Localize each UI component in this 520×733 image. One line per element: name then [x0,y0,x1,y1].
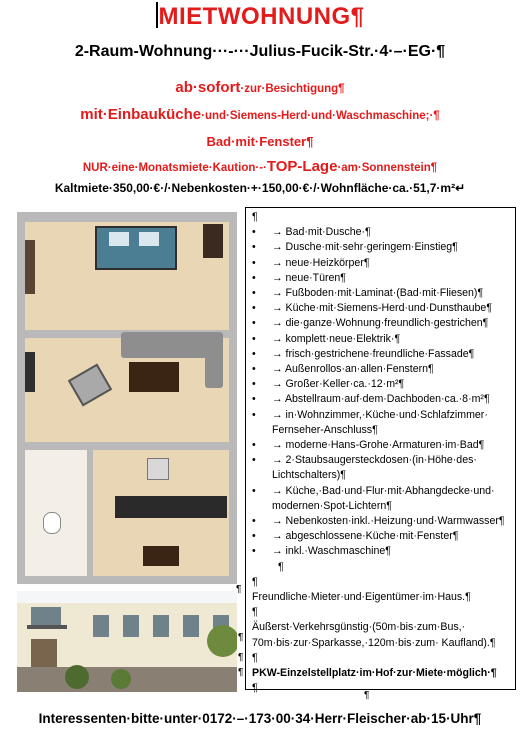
bullet-icon: • [252,256,256,269]
feature-item: • → inkl.·Waschmaschine¶ [252,544,509,559]
feature-item: • → moderne·Hans-Grohe·Armaturen·im·Bad¶ [252,438,509,453]
parking-text: PKW-Einzelstellplatz·im·Hof·zur·Miete·möglich·¶ [252,667,497,680]
kitchen-line: mit·Einbauküche·und·Siemens-Herd·und·Waschmaschine;·¶ [80,106,440,123]
feature-item: • → Fußboden·mit·Laminat·(Bad·mit·Fliesen)¶ [252,286,509,301]
feature-item: • → Dusche·mit·sehr·geringem·Einstieg¶ [252,240,509,255]
paragraph-mark: ¶ [252,606,258,619]
bullet-icon: • [252,332,256,345]
pillow-icon [109,232,129,246]
paragraph-mark: ¶ [236,584,242,595]
text-cursor [156,2,158,28]
paragraph-mark: ¶ [238,632,244,643]
paragraph-mark: ¶ [238,667,244,678]
pillow-icon [139,232,159,246]
bullet-icon: • [252,408,256,421]
feature-item: • → abgeschlossene·Küche·mit·Fenster¶ [252,529,509,544]
feature-item: • → neue·Heizkörper¶ [252,256,509,271]
feature-item: • → neue·Türen¶ [252,271,509,286]
contact-footer: Interessenten·bitte·unter·0172·–·173·00·34·Herr·Fleischer·ab·15·Uhr¶ [38,711,482,726]
bed-icon [95,226,177,270]
paragraph-mark: ¶ [252,682,258,695]
table-icon [143,546,179,566]
bullet-icon: • [252,484,256,497]
paragraph-mark: ¶ [238,652,244,663]
bullet-icon: • [252,545,256,558]
bullet-icon: • [252,287,256,300]
bullet-icon: • [252,271,256,284]
feature-item: • → Außenrollos·an·allen·Fenstern¶ [252,362,509,377]
coffee-table-icon [129,362,179,392]
transport-text: Äußerst·Verkehrsgünstig·(50m·bis·zum·Bus,· 70m·bis·zur·Sparkasse,·120m·bis·zum· Kaufland).¶ [252,621,496,649]
page-title: MIETWOHNUNG¶ [0,2,520,31]
feature-item: • → Abstellraum·auf·dem·Dachboden·ca.·8·m²¶ [252,392,509,407]
feature-item: • → Küche·mit·Siemens-Herd·und·Dunsthaube¶ [252,301,509,316]
bullet-icon: • [252,454,256,467]
deposit-line: NUR·eine·Monatsmiete·Kaution·-·TOP-Lage·am·Sonnenstein¶ [82,158,438,175]
paragraph-mark: ¶ [252,651,258,664]
feature-item: • → frisch·gestrichene·freundliche·Fassade¶ [252,347,509,362]
paragraph-mark: ¶ [364,690,370,701]
building-illustration [17,591,237,692]
tenants-text: Freundliche·Mieter·und·Eigentümer·im·Haus.¶ [252,591,471,604]
availability-line: ab·sofort·zur·Besichtigung¶ [175,79,345,96]
rent-line: Kaltmiete·350,00·€·/·Nebenkosten·+·150,00·€·/·Wohnfläche·ca.·51,7·m²↵ [54,181,466,195]
bullet-icon: • [252,347,256,360]
feature-item: • → Küche,·Bad·und·Flur·mit·Abhangdecke·und· modernen·Spot-Lichtern¶ [252,484,495,512]
feature-item: • → komplett·neue·Elektrik·¶ [252,332,509,347]
bullet-icon: • [252,226,256,239]
bullet-icon: • [252,378,256,391]
feature-item: • → Bad·mit·Dusche·¶ [252,225,509,240]
bullet-icon: • [252,363,256,376]
feature-item: • → Nebenkosten·inkl.·Heizung·und·Warmwasser¶ [252,514,509,529]
features-text-box [245,207,516,695]
building-photo [17,591,237,692]
feature-list [252,225,509,559]
bullet-icon: • [252,530,256,543]
wardrobe-icon [25,240,35,294]
paragraph-mark: ¶ [278,560,284,573]
paragraph-mark: ¶ [252,211,258,223]
bullet-icon: • [252,317,256,330]
bathroom-line: Bad·mit·Fenster¶ [206,134,314,149]
toilet-icon [43,512,61,534]
sink-icon [147,458,169,480]
kitchen-counter-icon [115,496,227,518]
bullet-icon: • [252,241,256,254]
feature-item: • → 2·Staubsaugersteckdosen·(in·Höhe·des· Lichtschalters)¶ [252,454,477,482]
floor-plan-image [17,212,237,584]
feature-item: • → die·ganze·Wohnung·freundlich·gestrichen¶ [252,316,509,331]
paragraph-mark: ¶ [252,575,258,588]
bullet-icon: • [252,393,256,406]
feature-item: • → in·Wohnzimmer,·Küche·und·Schlafzimmer· Fernseher-Anschluss¶ [252,408,488,436]
bullet-icon: • [252,439,256,452]
bullet-icon: • [252,302,256,315]
sofa-icon [205,332,223,388]
tv-unit-icon [25,352,35,392]
wardrobe-icon [203,224,223,258]
bullet-icon: • [252,515,256,528]
feature-item: • → Großer·Keller·ca.·12·m²¶ [252,377,509,392]
apartment-subtitle: 2-Raum-Wohnung···-···Julius-Fucik-Str.·4·–·EG·¶ [74,43,446,60]
